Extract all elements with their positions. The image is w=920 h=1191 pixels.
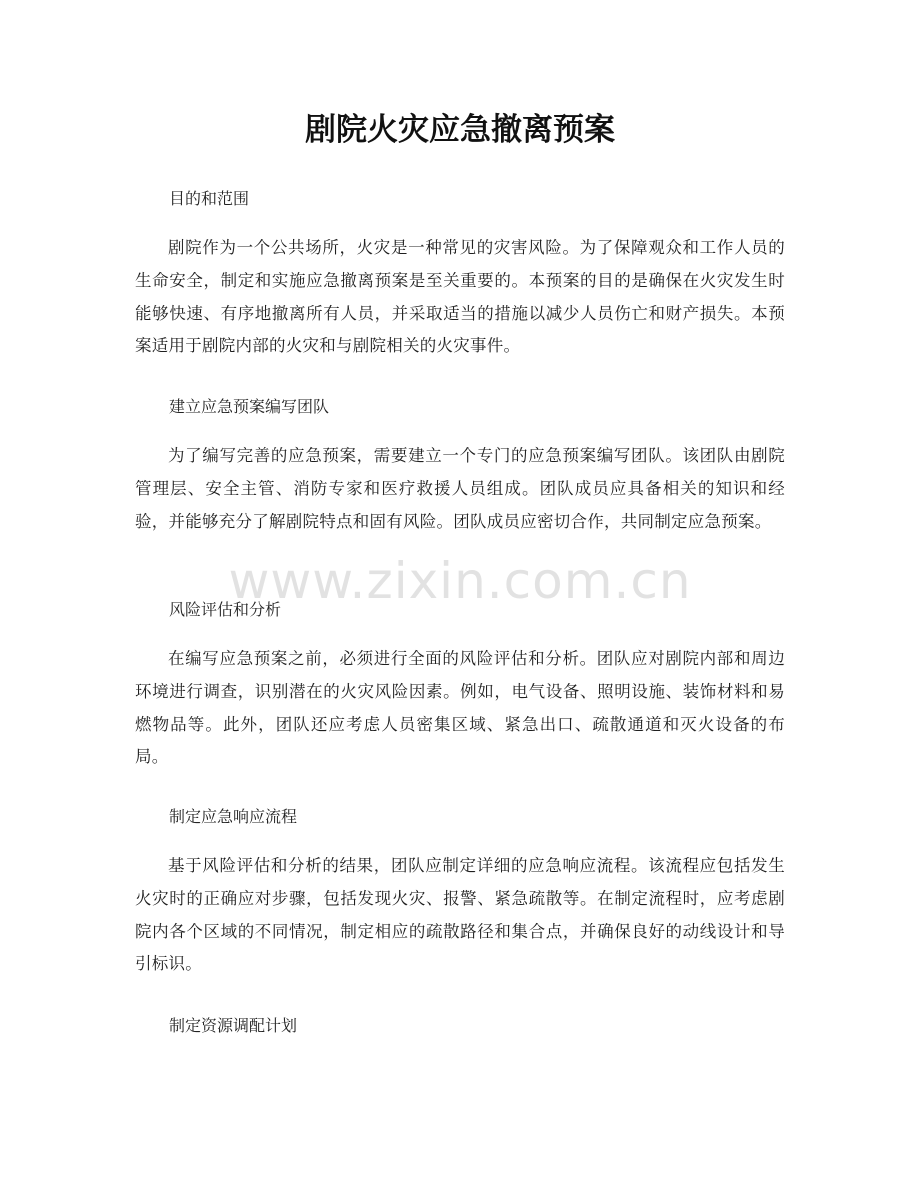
section-body-response-process: 基于风险评估和分析的结果，团队应制定详细的应急响应流程。该流程应包括发生火灾时的正确应对步骤，包括发现火灾、报警、紧急疏散等。在制定流程时，应考虑剧院内各个区域的不同情况，制定相应的疏散路径和集合点，并确保良好的动线设计和导引标识。 <box>135 856 785 974</box>
section-heading-team: 建立应急预案编写团队 <box>169 397 330 416</box>
section-heading-response-process: 制定应急响应流程 <box>169 807 298 826</box>
document-title: 剧院火灾应急撤离预案 <box>305 112 615 148</box>
section-body-team: 为了编写完善的应急预案，需要建立一个专门的应急预案编写团队。该团队由剧院管理层、安全主管、消防专家和医疗救援人员组成。团队成员应具备相关的知识和经验，并能够充分了解剧院特点和固有风险。团队成员应密切合作，共同制定应急预案。 <box>135 446 785 531</box>
section-heading-resource-plan: 制定资源调配计划 <box>169 1016 298 1035</box>
watermark: www.zixin.com.cn <box>228 552 692 610</box>
section-body-risk-assessment: 在编写应急预案之前，必须进行全面的风险评估和分析。团队应对剧院内部和周边环境进行调查，识别潜在的火灾风险因素。例如，电气设备、照明设施、装饰材料和易燃物品等。此外，团队还应考虑人员密集区域、紧急出口、疏散通道和灭火设备的布局。 <box>135 649 785 767</box>
section-heading-risk-assessment: 风险评估和分析 <box>169 600 282 619</box>
section-body-purpose-scope: 剧院作为一个公共场所，火灾是一种常见的灾害风险。为了保障观众和工作人员的生命安全，制定和实施应急撤离预案是至关重要的。本预案的目的是确保在火灾发生时能够快速、有序地撤离所有人员，并采取适当的措施以减少人员伤亡和财产损失。本预案适用于剧院内部的火灾和与剧院相关的火灾事件。 <box>135 238 785 356</box>
section-heading-purpose-scope: 目的和范围 <box>169 189 250 208</box>
